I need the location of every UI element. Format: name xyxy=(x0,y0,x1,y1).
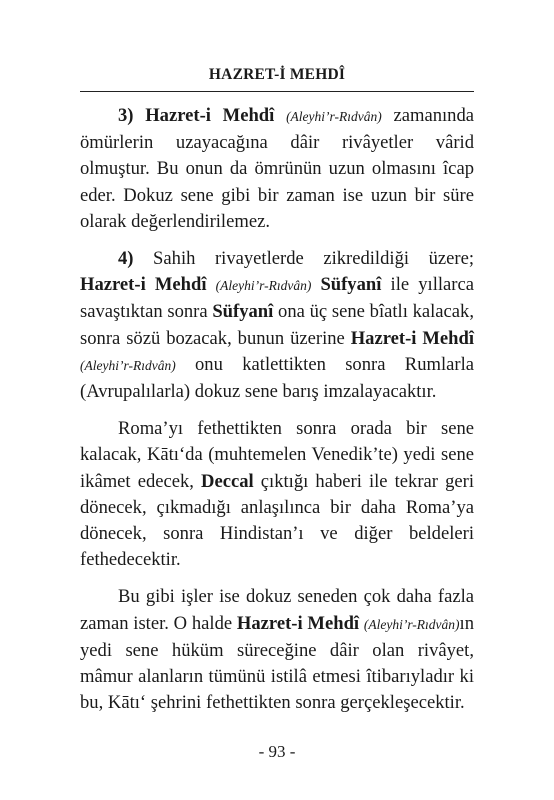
italic-honorific: (Aleyhi’r-Rıdvân) xyxy=(80,357,176,373)
bold-text: Hazret-i Mehdî xyxy=(350,327,475,349)
page-body xyxy=(80,103,474,727)
text-run: Sahih rivayetlerde zikredildiği üzere; xyxy=(133,248,474,270)
text-run xyxy=(207,274,216,295)
header-rule xyxy=(80,91,474,92)
page-number: - 93 - xyxy=(258,742,296,761)
italic-honorific: (Aleyhi’r-Rıdvân) xyxy=(363,616,460,632)
text-run: ile yıllarca savaştıktan sonra xyxy=(80,274,474,323)
bold-text: 3) Hazret-i Mehdî xyxy=(118,105,275,126)
text-run: onu katlettikten sonra Rumlarla (Avrupalılarla) dokuz sene barış imzalayacaktır. xyxy=(80,353,474,403)
italic-honorific: (Aleyhi’r-Rıdvân) xyxy=(286,109,382,124)
text-run: zamanında ömürlerin uzayacağına dâir rivâyetler vârid olmuştur. Bu onun da ömrünün uzun olmasını îcap eder. Dokuz sene gibi bir zaman ise uzun bir süre olarak değerlendirilemez. xyxy=(80,105,475,232)
bold-text: Süfyanî xyxy=(212,301,274,323)
bold-text: Süfyanî xyxy=(320,274,382,296)
paragraph-3 xyxy=(80,416,474,573)
paragraph-2 xyxy=(80,246,474,405)
text-run: ın yedi sene hüküm süreceğine dâir olan rivâyet, mâmur alanların tümünü istilâ etmesi îtibarıyladır ki bu, Kātı‘ şehrini fethettikten sonra gerçekleşecektir. xyxy=(80,612,474,714)
paragraph-4 xyxy=(80,584,474,716)
running-header: HAZRET-İ MEHDÎ xyxy=(208,66,346,83)
text-run xyxy=(274,105,286,126)
text-run: Roma’yı fethettikten sonra orada bir sene kalacak, Kātı‘da (muhtemelen Venedik’te) yedi sene ikâmet edecek, xyxy=(80,418,474,492)
text-run: ona üç sene bîatlı kalacak, sonra sözü bozacak, bunun üzerine xyxy=(80,301,474,349)
paragraph-1 xyxy=(80,103,474,235)
text-run: Bu gibi işler ise dokuz seneden çok daha fazla zaman ister. O halde xyxy=(80,586,474,634)
bold-text: Deccal xyxy=(201,470,254,492)
bold-text: Hazret-i Mehdî xyxy=(80,274,207,296)
bold-text: Hazret-i Mehdî xyxy=(236,612,360,634)
bold-text: 4) xyxy=(118,248,134,270)
italic-honorific: (Aleyhi’r-Rıdvân) xyxy=(215,278,312,294)
text-run: çıktığı haberi ile tekrar geri dönecek, çıkmadığı anlaşılınca bir daha Roma’ya dönecek, sonra Hindistan’ı ve diğer beldeleri fethedecektir. xyxy=(80,470,474,571)
